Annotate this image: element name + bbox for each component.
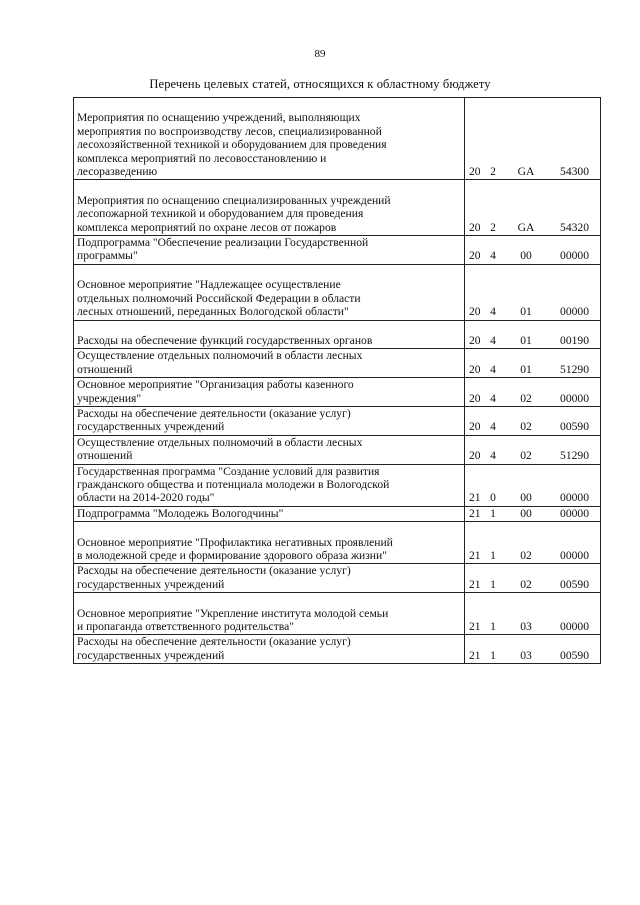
row-name-line bbox=[77, 265, 462, 278]
table-row bbox=[74, 236, 601, 265]
table-row bbox=[74, 435, 601, 464]
row-name-cell bbox=[74, 378, 465, 407]
code-part-c2: 4 bbox=[490, 333, 496, 347]
row-code-cell bbox=[465, 635, 601, 664]
row-name-cell bbox=[74, 98, 465, 180]
code-part-c4: 54300 bbox=[560, 165, 589, 179]
row-name-line: комплекса мероприятий по лесовосстановлению и bbox=[77, 151, 327, 165]
code-part-c4: 54320 bbox=[560, 220, 589, 234]
code-part-c4: 00000 bbox=[560, 491, 589, 505]
row-name-line: лесопожарной техникой и оборудованием для проведения bbox=[77, 207, 364, 221]
code-part-c4: 00000 bbox=[560, 249, 589, 263]
code-part-c2: 2 bbox=[490, 220, 496, 234]
row-name-line bbox=[77, 180, 462, 193]
row-name-line: отношений bbox=[77, 362, 133, 376]
code-part-c4: 51290 bbox=[560, 449, 589, 463]
code-part-c2: 0 bbox=[490, 491, 496, 505]
row-name-line: Мероприятия по оснащению специализированных учреждений bbox=[77, 193, 391, 207]
row-name-cell bbox=[74, 635, 465, 664]
row-name-line: отдельных полномочий Российской Федерации в области bbox=[77, 291, 361, 305]
code-part-c3: 00 bbox=[520, 506, 532, 520]
row-name-line: Расходы на обеспечение деятельности (оказание услуг) bbox=[77, 635, 351, 649]
code-part-c3: 03 bbox=[520, 620, 532, 634]
code-part-c2: 2 bbox=[490, 165, 496, 179]
code-part-c2: 1 bbox=[490, 549, 496, 562]
code-part-c1: 20 bbox=[469, 362, 481, 376]
code-part-c4: 51290 bbox=[560, 362, 589, 376]
code-part-c3: 02 bbox=[520, 577, 532, 591]
row-name-cell bbox=[74, 264, 465, 320]
table-row bbox=[74, 464, 601, 506]
code-part-c1: 21 bbox=[469, 549, 481, 562]
row-name-line: государственных учреждений bbox=[77, 648, 225, 662]
code-part-c2: 4 bbox=[490, 391, 496, 405]
row-code-cell bbox=[465, 593, 601, 635]
code-part-c2: 4 bbox=[490, 362, 496, 376]
table-row bbox=[74, 406, 601, 435]
row-name-line: лесохозяйственной техникой и оборудованием для проведения bbox=[77, 138, 387, 152]
page-number: 89 bbox=[314, 48, 326, 60]
code-part-c3: 02 bbox=[520, 420, 532, 434]
row-name-cell bbox=[74, 435, 465, 464]
table-row bbox=[74, 564, 601, 593]
code-part-c1: 21 bbox=[469, 620, 481, 634]
code-part-c4: 00000 bbox=[560, 620, 589, 634]
code-part-c4: 00000 bbox=[560, 305, 589, 319]
code-part-c2: 4 bbox=[490, 305, 496, 319]
code-part-c3: 01 bbox=[520, 362, 532, 376]
row-code-cell bbox=[465, 435, 601, 464]
table-row bbox=[74, 593, 601, 635]
table-row bbox=[74, 264, 601, 320]
row-name-line: Осуществление отдельных полномочий в области лесных bbox=[77, 435, 363, 449]
row-name-line: гражданского общества и потенциала молодежи в Вологодской bbox=[77, 477, 390, 491]
table-row bbox=[74, 522, 601, 564]
row-code-cell bbox=[465, 522, 601, 564]
row-name-line: программы" bbox=[77, 249, 138, 263]
row-code-cell bbox=[465, 378, 601, 407]
row-name-line: Мероприятия по оснащению учреждений, выполняющих bbox=[77, 111, 361, 125]
code-part-c3: 01 bbox=[520, 333, 532, 347]
table-row bbox=[74, 320, 601, 349]
row-name-line: мероприятия по воспроизводству лесов, специализированной bbox=[77, 124, 382, 138]
row-name-cell bbox=[74, 564, 465, 593]
row-name-line: лесоразведению bbox=[77, 165, 158, 179]
target-articles-table bbox=[73, 97, 601, 664]
row-code-cell bbox=[465, 180, 601, 236]
row-name-line: отношений bbox=[77, 449, 133, 463]
row-code-cell bbox=[465, 406, 601, 435]
table-row bbox=[74, 98, 601, 180]
row-name-line: Подпрограмма "Молодежь Вологодчины" bbox=[77, 506, 284, 520]
row-name-line: Осуществление отдельных полномочий в области лесных bbox=[77, 349, 363, 363]
row-name-cell bbox=[74, 349, 465, 378]
row-code-cell bbox=[465, 264, 601, 320]
code-part-c3: 03 bbox=[520, 648, 532, 662]
code-part-c3: 02 bbox=[520, 391, 532, 405]
row-code-cell bbox=[465, 506, 601, 521]
code-part-c4: 00590 bbox=[560, 420, 589, 434]
row-code-cell bbox=[465, 464, 601, 506]
row-name-cell bbox=[74, 506, 465, 521]
row-name-line: государственных учреждений bbox=[77, 577, 225, 591]
row-name-line: Основное мероприятие "Надлежащее осуществление bbox=[77, 278, 341, 292]
code-part-c1: 21 bbox=[469, 577, 481, 591]
row-name-line: Основное мероприятие "Укрепление института молодой семьи bbox=[77, 606, 389, 620]
code-part-c3: GA bbox=[517, 220, 535, 234]
row-name-line: Основное мероприятие "Организация работы казенного bbox=[77, 378, 354, 392]
code-part-c2: 4 bbox=[490, 449, 496, 463]
row-name-line: Расходы на обеспечение деятельности (оказание услуг) bbox=[77, 564, 351, 578]
row-name-cell bbox=[74, 464, 465, 506]
table-row bbox=[74, 378, 601, 407]
code-part-c1: 21 bbox=[469, 491, 481, 505]
code-part-c4: 00000 bbox=[560, 391, 589, 405]
row-name-line bbox=[77, 522, 462, 535]
row-name-cell bbox=[74, 522, 465, 564]
table-row bbox=[74, 180, 601, 236]
code-part-c3: 02 bbox=[520, 449, 532, 463]
row-name-cell bbox=[74, 180, 465, 236]
code-part-c3: 00 bbox=[520, 249, 532, 263]
row-name-line: Подпрограмма "Обеспечение реализации Государственной bbox=[77, 236, 369, 250]
code-part-c1: 20 bbox=[469, 449, 481, 463]
code-part-c2: 1 bbox=[490, 506, 496, 520]
row-name-line: Расходы на обеспечение функций государственных органов bbox=[77, 333, 373, 347]
code-part-c3: 02 bbox=[520, 549, 532, 562]
code-part-c1: 20 bbox=[469, 420, 481, 434]
row-name-line: и пропаганда ответственного родительства" bbox=[77, 620, 294, 634]
code-part-c1: 20 bbox=[469, 249, 481, 263]
row-name-line bbox=[77, 321, 462, 334]
row-name-cell bbox=[74, 593, 465, 635]
code-part-c3: 00 bbox=[520, 491, 532, 505]
table-row bbox=[74, 506, 601, 521]
row-name-line: Основное мероприятие "Профилактика негативных проявлений bbox=[77, 535, 393, 549]
page-heading: Перечень целевых статей, относящихся к областному бюджету bbox=[149, 77, 491, 91]
row-name-line bbox=[77, 593, 462, 606]
row-name-line: лесных отношений, переданных Вологодской области" bbox=[77, 305, 349, 319]
code-part-c1: 20 bbox=[469, 333, 481, 347]
code-part-c3: 01 bbox=[520, 305, 532, 319]
code-part-c4: 00000 bbox=[560, 549, 589, 562]
row-name-line: государственных учреждений bbox=[77, 420, 225, 434]
code-part-c4: 00590 bbox=[560, 577, 589, 591]
code-part-c1: 21 bbox=[469, 506, 481, 520]
table-row bbox=[74, 635, 601, 664]
code-part-c4: 00590 bbox=[560, 648, 589, 662]
code-part-c2: 4 bbox=[490, 420, 496, 434]
code-part-c2: 1 bbox=[490, 648, 496, 662]
table-row bbox=[74, 349, 601, 378]
row-name-line: комплекса мероприятий по охране лесов от пожаров bbox=[77, 220, 337, 234]
code-part-c2: 1 bbox=[490, 577, 496, 591]
row-name-line: Расходы на обеспечение деятельности (оказание услуг) bbox=[77, 406, 351, 420]
code-part-c1: 20 bbox=[469, 165, 481, 179]
code-part-c3: GA bbox=[517, 165, 535, 179]
row-code-cell bbox=[465, 349, 601, 378]
row-name-cell bbox=[74, 320, 465, 349]
code-part-c2: 4 bbox=[490, 249, 496, 263]
row-code-cell bbox=[465, 320, 601, 349]
code-part-c1: 20 bbox=[469, 391, 481, 405]
code-part-c1: 20 bbox=[469, 305, 481, 319]
row-name-line bbox=[77, 98, 462, 111]
code-part-c1: 21 bbox=[469, 648, 481, 662]
row-code-cell bbox=[465, 564, 601, 593]
code-part-c4: 00190 bbox=[560, 333, 589, 347]
row-name-cell bbox=[74, 406, 465, 435]
row-name-line: Государственная программа "Создание условий для развития bbox=[77, 464, 380, 478]
code-part-c1: 20 bbox=[469, 220, 481, 234]
row-name-cell bbox=[74, 236, 465, 265]
code-part-c2: 1 bbox=[490, 620, 496, 634]
row-name-line: учреждения" bbox=[77, 391, 142, 405]
row-code-cell bbox=[465, 98, 601, 180]
row-name-line: области на 2014-2020 годы" bbox=[77, 491, 215, 505]
row-name-line: в молодежной среде и формирование здорового образа жизни" bbox=[77, 549, 387, 562]
row-code-cell bbox=[465, 236, 601, 265]
code-part-c4: 00000 bbox=[560, 506, 589, 520]
